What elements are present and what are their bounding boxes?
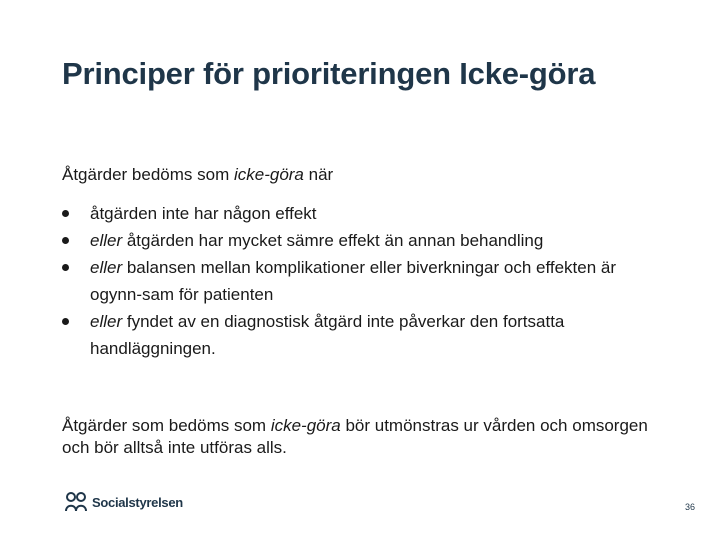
bullet-lead: eller: [90, 312, 123, 331]
closing-prefix: Åtgärder som bedöms som: [62, 416, 271, 435]
bullet-icon: [62, 318, 69, 325]
bullet-text: balansen mellan komplikationer eller biverkningar och effekten är ogynn-sam för patienten: [90, 258, 617, 304]
list-item: [62, 200, 632, 227]
bullet-lead: eller: [90, 258, 123, 277]
logo-text: Socialstyrelsen: [92, 494, 183, 510]
closing-suffix: bör utmönstras ur vården och omsorgen och bör alltså inte utföras alls.: [62, 416, 648, 457]
intro-suffix: när: [303, 165, 334, 184]
bullet-text: fyndet av en diagnostisk åtgärd inte påverkar den fortsatta handläggningen.: [90, 312, 565, 358]
closing-emphasis: icke-göra: [270, 416, 341, 435]
bullet-text: åtgärden inte har någon effekt: [90, 204, 317, 223]
list-item: [62, 254, 632, 308]
socialstyrelsen-logo-icon: [64, 491, 90, 513]
bullet-text: åtgärden har mycket sämre effekt än annan behandling: [122, 231, 544, 250]
bullet-icon: [62, 237, 69, 244]
page-number: 36: [684, 502, 695, 512]
closing-text: [62, 415, 662, 459]
bullet-icon: [62, 210, 69, 217]
socialstyrelsen-logo: [64, 487, 184, 517]
intro-prefix: Åtgärder bedöms som: [62, 165, 234, 184]
list-item: [62, 227, 632, 254]
criteria-list: [62, 200, 632, 362]
bullet-icon: [62, 264, 69, 271]
intro-emphasis: icke-göra: [233, 165, 304, 184]
slide-title: Principer för prioriteringen Icke-göra: [62, 56, 596, 91]
bullet-lead: eller: [90, 231, 123, 250]
intro-text: [62, 165, 662, 185]
list-item: [62, 308, 632, 362]
